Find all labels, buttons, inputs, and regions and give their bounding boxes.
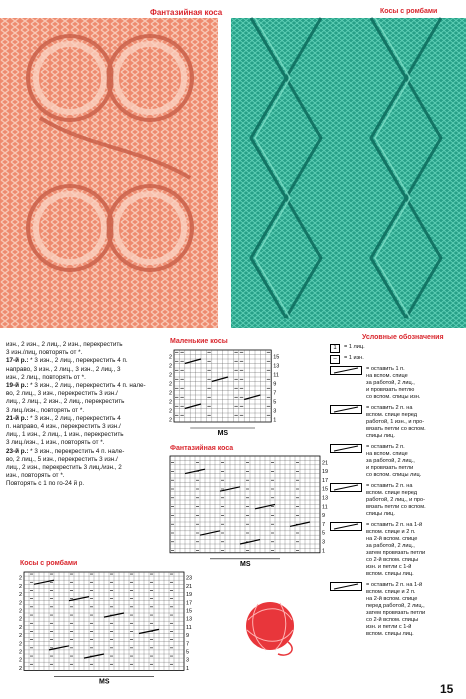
row-repeat-number: 2: [19, 649, 23, 656]
legend-line: на 2-й вспом. спице: [366, 596, 418, 602]
instruction-text: * 3 изн., 2 лиц., перекрестить 4 п.: [28, 357, 128, 365]
legend-line: затем провязать петли: [366, 550, 426, 556]
instruction-text: 3 изн./лиц, повторять от *.: [6, 349, 83, 357]
legend-line: = оставить 2 п. на: [366, 405, 413, 411]
row-number: 13: [322, 495, 329, 502]
row-number: 7: [322, 521, 326, 528]
row-number: 19: [322, 469, 329, 476]
row-number: 1: [186, 665, 190, 672]
row-repeat-number: 2: [19, 657, 23, 664]
instruction-text: п. направо, 4 изн., перекрестить 3 изн./: [6, 423, 121, 431]
repeat-label: MS: [217, 430, 229, 437]
fancy-cable-chart: [168, 454, 343, 568]
fancy-cable-title: Фантазийная коса: [150, 8, 223, 17]
instruction-text: * 3 изн., перекрестить 4 п. нале-: [28, 447, 125, 455]
legend-line: изн. и петли с 1-й: [366, 564, 412, 570]
legend-line: со вспом. спицы изн.: [366, 394, 421, 400]
legend-line: = оставить 1 п.: [366, 366, 405, 372]
legend-line: вспом. спице и 2 п.: [366, 589, 416, 595]
legend-line: и провязать петлю: [366, 387, 415, 393]
legend-line: вспом. спицы лиц.: [366, 631, 414, 637]
row-repeat-number: 2: [19, 583, 23, 590]
page-number: 15: [440, 682, 454, 696]
legend-title: Условные обозначения: [362, 334, 444, 341]
legend-description: [366, 444, 466, 479]
row-repeat-number: 2: [169, 399, 173, 406]
row-number: 19: [186, 592, 193, 599]
legend-line: за работой, 2 лиц.,: [366, 380, 415, 386]
row-repeat-number: 2: [169, 372, 173, 379]
instruction-text: во, 2 лиц., 5 изн., перекрестить 3 изн./: [6, 455, 118, 463]
instruction-line: [6, 456, 166, 464]
legend-line: работой, 1 изн., и про-: [366, 419, 425, 425]
repeat-label: MS: [240, 560, 251, 568]
row-number: 5: [273, 399, 277, 406]
legend-line: = 1 изн.: [344, 355, 364, 361]
diamond-cables-photo: [231, 18, 466, 328]
row-number: 5: [322, 530, 326, 537]
fancy-cable-chart-title: Фантазийная коса: [170, 445, 234, 452]
legend-line: и провязать петли: [366, 465, 414, 471]
legend-line: за работой, 2 лиц.,: [366, 458, 415, 464]
legend-line: вспом. спице перед: [366, 412, 418, 418]
legend-symbol-icon: [330, 582, 362, 591]
legend-description: [344, 344, 444, 351]
fancy-cable-photo: [0, 18, 218, 328]
cable-symbol-icon: [331, 367, 361, 374]
legend-description: [366, 522, 466, 578]
legend-line: = оставить 2 п. на 1-й: [366, 582, 423, 588]
legend-description: [366, 366, 466, 401]
row-number: 21: [186, 583, 193, 590]
row-number: 21: [322, 460, 329, 467]
legend-symbol-icon: [330, 483, 362, 492]
row-number: 3: [186, 657, 190, 664]
legend-line: работой, 2 лиц., и про-: [366, 497, 425, 503]
row-number: 11: [186, 624, 192, 631]
cable-symbol-icon: [331, 583, 361, 590]
instruction-text: 3 лиц./изн., 1 изн., повторять от *.: [6, 439, 105, 447]
row-number: 15: [322, 486, 329, 493]
legend-line: со 2-й вспом. спицы: [366, 557, 419, 563]
legend-line: вспом. спицы лиц.: [366, 571, 414, 577]
legend-line: затем провязать петли: [366, 610, 426, 616]
legend-line: изн. и петли с 1-й: [366, 624, 412, 630]
row-number: 5: [186, 649, 190, 656]
instruction-line: [6, 366, 166, 374]
instruction-text: направо, 3 изн., 2 лиц., 3 изн., 2 лиц., 3: [6, 365, 121, 373]
legend-symbol-icon: [330, 522, 362, 531]
legend-line: = оставить 2 п. на 1-й: [366, 522, 423, 528]
legend-line: на вспом. спице: [366, 451, 408, 457]
legend-line: = оставить 2 п.: [366, 444, 405, 450]
instruction-line: [6, 390, 166, 398]
legend-line: на вспом. спице: [366, 373, 408, 379]
instruction-line: [6, 415, 166, 423]
legend-line: со 2-й вспом. спицы: [366, 617, 419, 623]
row-repeat-number: 2: [19, 624, 23, 631]
row-label: 17-й р.:: [6, 357, 29, 365]
row-repeat-number: 2: [19, 633, 23, 640]
instruction-line: [6, 448, 166, 456]
instruction-text: лиц., 2 изн., перекрестить 3 лиц./изн., 2: [6, 464, 122, 472]
instruction-line: [6, 439, 166, 447]
legend-line: вспом. спице перед: [366, 490, 418, 496]
instruction-line: [6, 464, 166, 472]
legend-symbol-icon: [330, 366, 362, 375]
instruction-line: [6, 423, 166, 431]
instruction-text: Повторять с 1 по го-24 й р.: [6, 480, 85, 488]
instruction-text: во, 2 лиц., 3 изн., перекрестить 3 изн./: [6, 390, 118, 398]
instruction-text: * 3 изн., 2 лиц., перекрестить 4 п. нале-: [28, 382, 146, 390]
row-number: 13: [186, 616, 193, 623]
cable-symbol-icon: [331, 484, 361, 491]
legend-description: [366, 483, 466, 518]
row-repeat-number: 2: [169, 381, 173, 388]
legend-line: спицы лиц.: [366, 511, 395, 517]
instruction-line: [6, 480, 166, 488]
legend-description: [366, 582, 466, 638]
instruction-line: [6, 374, 166, 382]
row-number: 15: [273, 354, 280, 361]
row-repeat-number: 2: [169, 363, 173, 370]
row-number: 17: [186, 600, 193, 607]
legend-line: перед работой, 2 лиц.,: [366, 603, 425, 609]
instruction-text: лиц., 1 изн., 2 лиц., 1 изн., перекрестить: [6, 431, 124, 439]
instruction-text: * 3 изн., 2 лиц., перекрестить 4: [28, 414, 121, 422]
legend-symbol-icon: 1: [330, 344, 340, 353]
row-number: 3: [273, 408, 277, 415]
diamond-cables-chart: [18, 570, 208, 686]
row-number: 7: [273, 390, 277, 397]
row-number: 9: [186, 633, 190, 640]
legend-symbol-icon: –: [330, 355, 340, 364]
yarn-ball-illustration: [228, 590, 313, 665]
instruction-line: [6, 407, 166, 415]
row-number: 9: [273, 381, 277, 388]
row-repeat-number: 2: [19, 665, 23, 672]
row-label: 23-й р.:: [6, 447, 29, 455]
row-number: 23: [186, 575, 193, 582]
small-cables-title: Маленькие косы: [170, 338, 228, 345]
instruction-text: 3 лиц./изн., повторять от *.: [6, 406, 85, 414]
legend-symbol-icon: [330, 405, 362, 414]
row-repeat-number: 2: [19, 641, 23, 648]
legend-line: = 1 лиц.: [344, 344, 365, 350]
instruction-line: [6, 357, 166, 365]
instruction-text: изн., 2 изн., 2 лиц., 2 изн., перекрестить: [6, 341, 123, 348]
row-repeat-number: 2: [169, 354, 173, 361]
legend-line: на 2-й вспом. спице: [366, 536, 418, 542]
row-number: 3: [322, 539, 326, 546]
legend-line: со вспом. спицы лиц.: [366, 472, 422, 478]
row-number: 17: [322, 477, 329, 484]
row-number: 1: [322, 548, 326, 555]
legend-line: вспом. спице и 2 п.: [366, 529, 416, 535]
cable-symbol-icon: [331, 445, 361, 452]
legend-symbol-icon: [330, 444, 362, 453]
cable-symbol-icon: [331, 523, 361, 530]
row-label: 19-й р.:: [6, 382, 29, 390]
repeat-label: MS: [99, 678, 110, 686]
row-number: 15: [186, 608, 193, 615]
row-number: 11: [322, 504, 328, 511]
small-cables-chart: [168, 348, 283, 437]
legend-line: = оставить 2 п. на: [366, 483, 413, 489]
instruction-text: изн., 2 лиц., повторять от *.: [6, 373, 86, 381]
row-number: 9: [322, 513, 326, 520]
row-repeat-number: 2: [19, 600, 23, 607]
row-number: 13: [273, 363, 280, 370]
instruction-line: [6, 341, 166, 349]
row-repeat-number: 2: [169, 417, 173, 424]
row-repeat-number: 2: [19, 575, 23, 582]
row-repeat-number: 2: [19, 592, 23, 599]
row-number: 1: [273, 417, 277, 424]
row-repeat-number: 2: [19, 616, 23, 623]
diamond-cables-title: Косы с ромбами: [380, 8, 438, 15]
cable-symbol-icon: [331, 406, 361, 413]
instruction-text: лиц., 2 лиц., 2 изн., 2 лиц., перекрестить: [6, 398, 125, 406]
instruction-line: [6, 431, 166, 439]
row-repeat-number: 2: [169, 408, 173, 415]
row-number: 11: [273, 372, 279, 379]
legend-description: [366, 405, 466, 440]
row-label: 21-й р.:: [6, 414, 29, 422]
legend-line: вязать петли со вспом.: [366, 504, 426, 510]
legend-line: спицы лиц.: [366, 433, 395, 439]
row-number: 7: [186, 641, 190, 648]
legend-line: вязать петли со вспом.: [366, 426, 426, 432]
legend-description: [344, 355, 444, 362]
diamond-cables-chart-title: Косы с ромбами: [20, 560, 78, 567]
row-repeat-number: 2: [19, 608, 23, 615]
instruction-text: изн., повторять от *.: [6, 472, 65, 480]
instruction-line: [6, 382, 166, 390]
legend-line: за работой, 2 лиц.,: [366, 543, 415, 549]
instruction-line: [6, 398, 166, 406]
row-repeat-number: 2: [169, 390, 173, 397]
knitting-instructions: [6, 341, 166, 489]
